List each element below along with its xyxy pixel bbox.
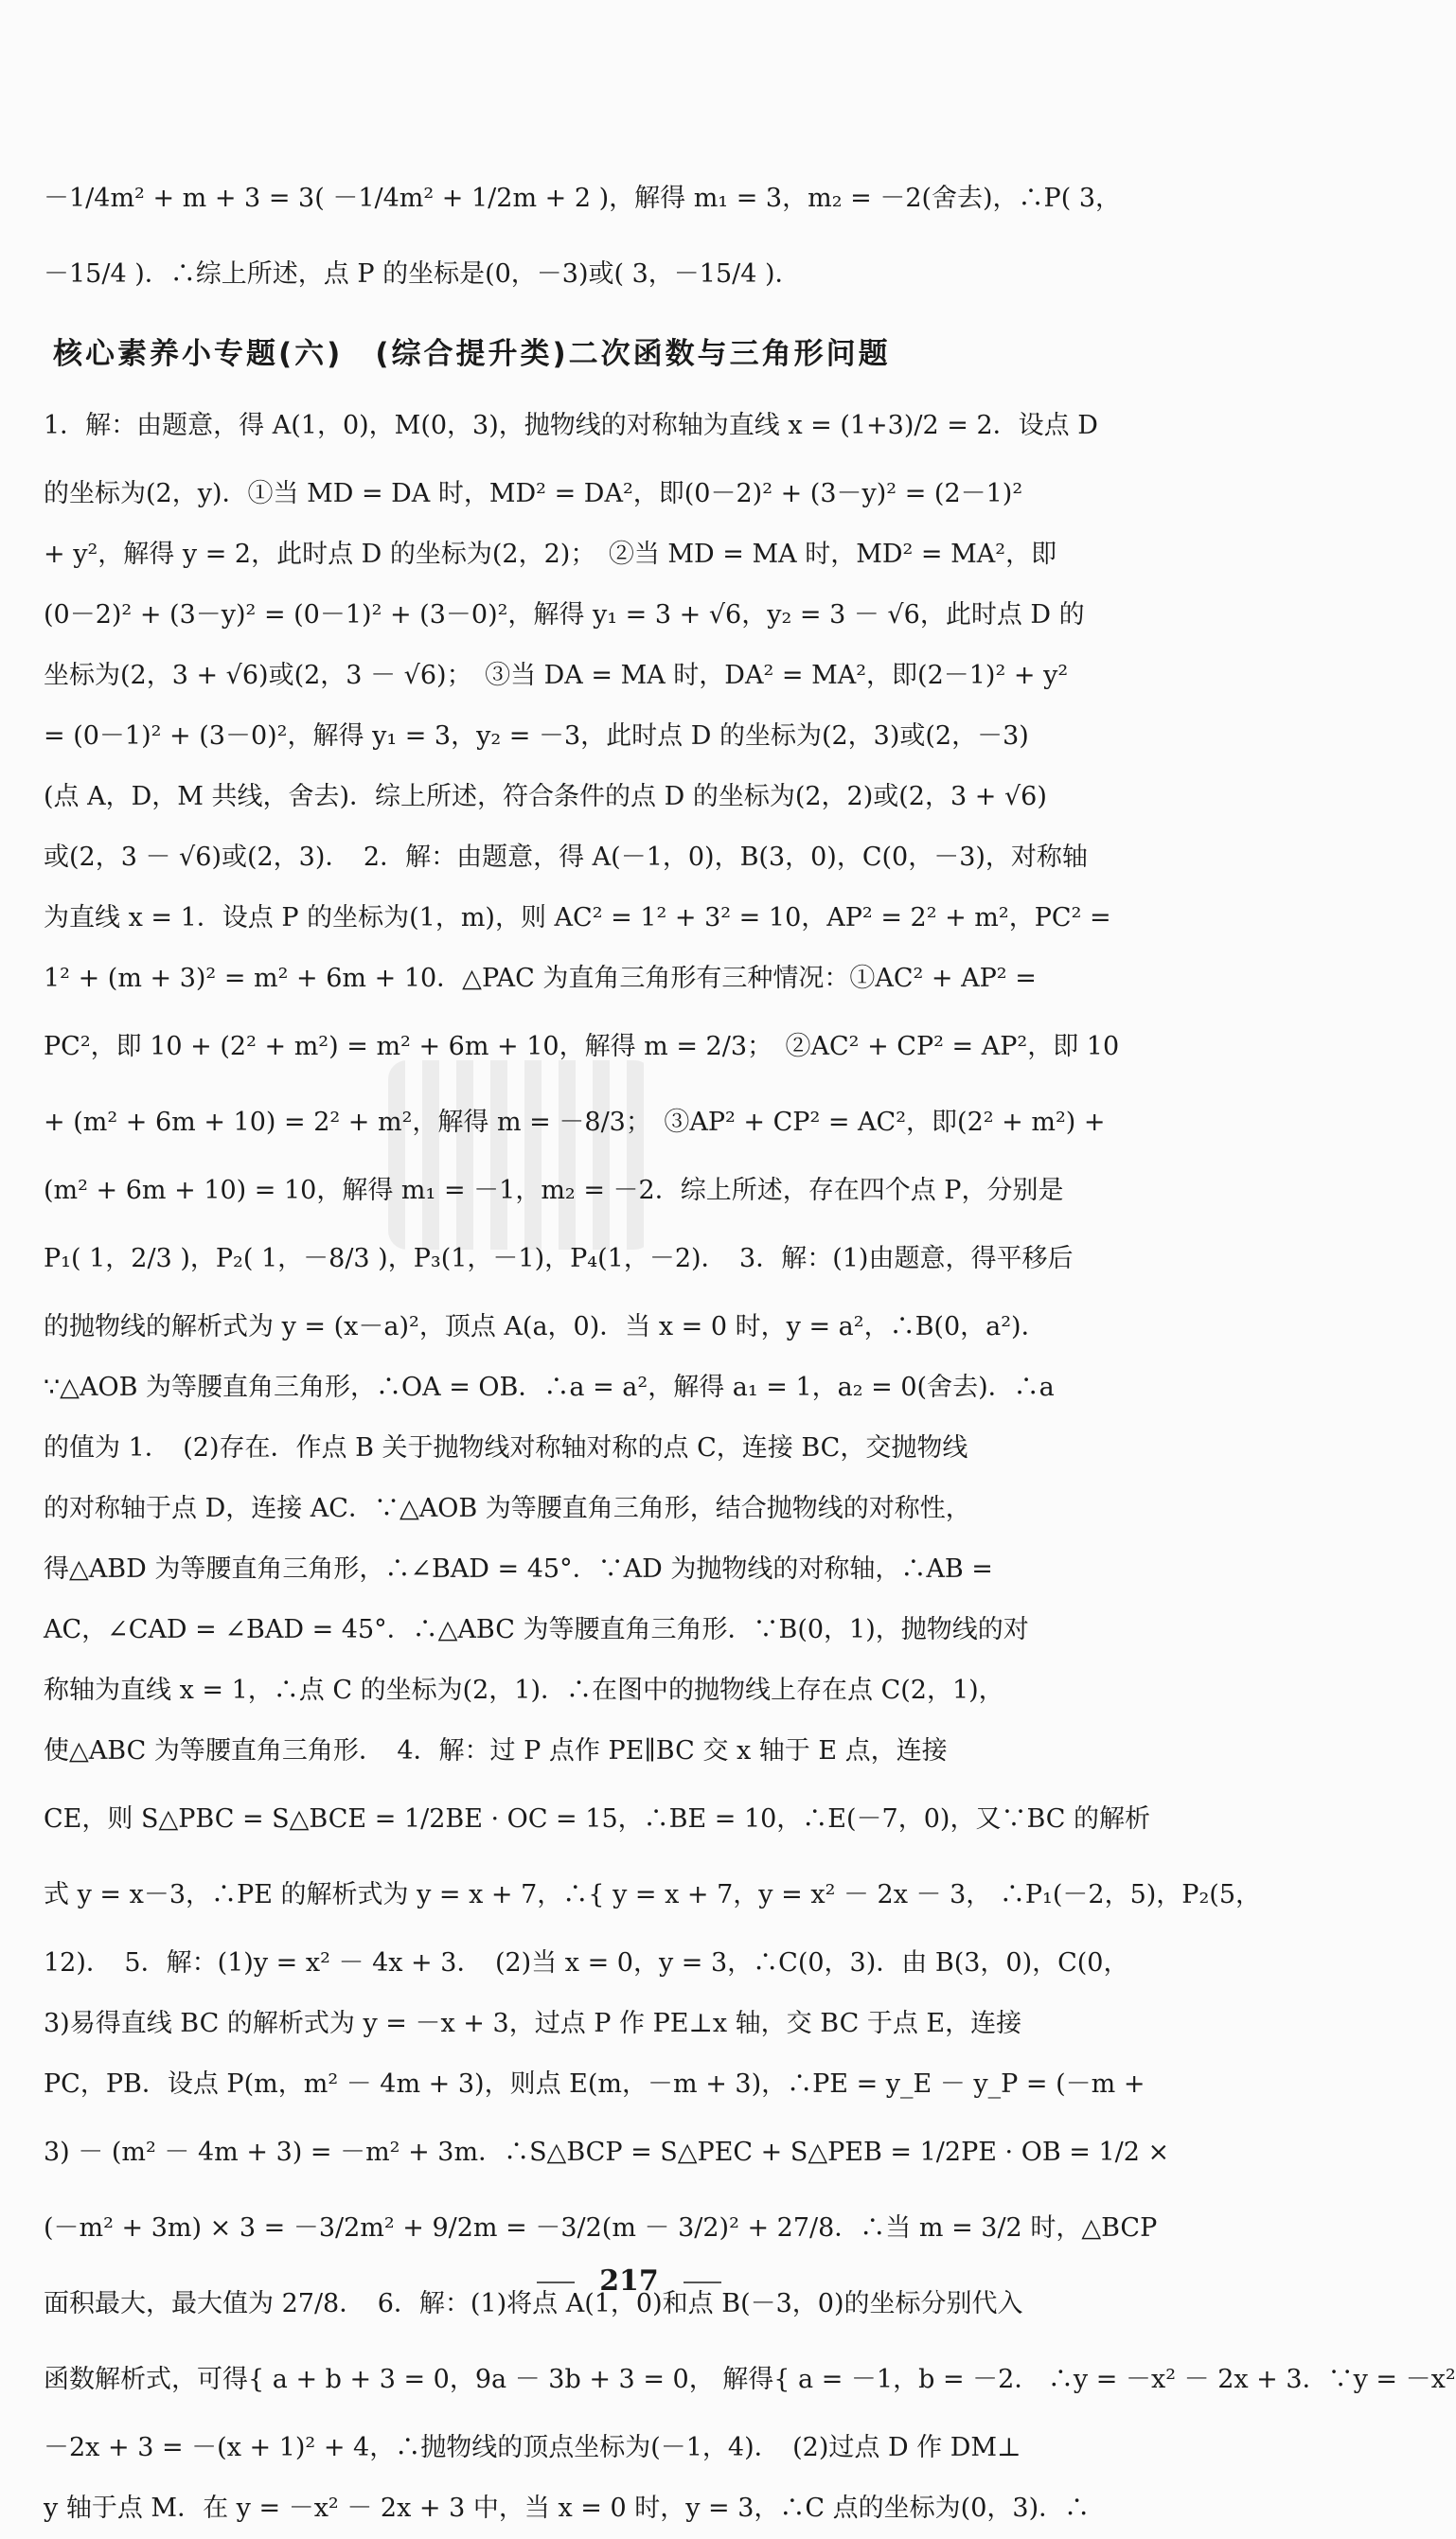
text-line: 3) － (m² － 4m + 3) = －m² + 3m．∴S△BCP = S△PEC + S△PEB = 1/2PE · OB = 1/2 × (44, 2138, 1170, 2167)
text-line: 为直线 x = 1．设点 P 的坐标为(1，m)，则 AC² = 1² + 3² = 10，AP² = 2² + m²，PC² = (44, 903, 1111, 932)
text-line: (m² + 6m + 10) = 10，解得 m₁ = －1，m₂ = －2．综上所述，存在四个点 P，分别是 (44, 1176, 1064, 1205)
text-line: 或(2，3 － √6)或(2，3)． 2．解：由题意，得 A(－1，0)，B(3，0)，C(0，－3)，对称轴 (44, 843, 1088, 872)
text-line: (点 A，D，M 共线，舍去)．综上所述，符合条件的点 D 的坐标为(2，2)或(2，3 + √6) (44, 782, 1047, 811)
text-line: ∵△AOB 为等腰直角三角形，∴OA = OB．∴a = a²，解得 a₁ = 1，a₂ = 0(舍去)．∴a (44, 1373, 1055, 1402)
text-line: 坐标为(2，3 + √6)或(2，3 － √6)； ③当 DA = MA 时，DA² = MA²，即(2－1)² + y² (44, 661, 1069, 690)
text-line: (0－2)² + (3－y)² = (0－1)² + (3－0)²，解得 y₁ = 3 + √6，y₂ = 3 － √6，此时点 D 的 (44, 600, 1085, 630)
page-number (0, 2264, 1258, 2298)
text-line: 函数解析式，可得{ a + b + 3 = 0，9a － 3b + 3 = 0， 解得{ a = －1，b = －2． ∴y = －x² － 2x + 3．∵y = －x² (44, 2365, 1456, 2394)
text-line: 式 y = x－3，∴PE 的解析式为 y = x + 7，∴{ y = x + 7，y = x² － 2x － 3， ∴P₁(－2，5)，P₂(5， (44, 1880, 1262, 1909)
text-line: 1² + (m + 3)² = m² + 6m + 10．△PAC 为直角三角形有三种情况：①AC² + AP² = (44, 964, 1037, 993)
text-line: －2x + 3 = －(x + 1)² + 4，∴抛物线的顶点坐标为(－1，4)． (2)过点 D 作 DM⊥ (44, 2433, 1021, 2462)
page-number-value: 217 (599, 2264, 659, 2298)
text-line: P₁( 1，2/3 )，P₂( 1，－8/3 )，P₃(1，－1)，P₄(1，－2)． 3．解：(1)由题意，得平移后 (44, 1244, 1074, 1273)
text-line: －15/4 )．∴综上所述，点 P 的坐标是(0，－3)或( 3，－15/4 )． (44, 259, 801, 289)
text-line: AC，∠CAD = ∠BAD = 45°．∴△ABC 为等腰直角三角形．∵B(0，1)，抛物线的对 (44, 1615, 1029, 1644)
text-line: 1．解：由题意，得 A(1，0)，M(0，3)，抛物线的对称轴为直线 x = (1+3)/2 = 2．设点 D (44, 411, 1098, 440)
text-line: 3)易得直线 BC 的解析式为 y = －x + 3，过点 P 作 PE⊥x 轴，交 BC 于点 E，连接 (44, 2009, 1022, 2038)
text-line: 的抛物线的解析式为 y = (x－a)²，顶点 A(a，0)．当 x = 0 时，y = a²，∴B(0，a²)． (44, 1312, 1047, 1341)
text-line: PC²，即 10 + (2² + m²) = m² + 6m + 10，解得 m = 2/3； ②AC² + CP² = AP²，即 10 (44, 1032, 1120, 1061)
page-number-dash-right (684, 2282, 721, 2283)
text-line: CE，则 S△PBC = S△BCE = 1/2BE · OC = 15，∴BE = 10，∴E(－7，0)，又∵BC 的解析 (44, 1804, 1151, 1834)
text-line: 12)． 5．解：(1)y = x² － 4x + 3． (2)当 x = 0，y = 3，∴C(0，3)．由 B(3，0)，C(0， (44, 1948, 1129, 1978)
page-number-dash-left (537, 2282, 575, 2283)
text-line: + y²，解得 y = 2，此时点 D 的坐标为(2，2)； ②当 MD = MA 时，MD² = MA²，即 (44, 540, 1057, 569)
text-line: 的坐标为(2，y)．①当 MD = DA 时，MD² = DA²，即(0－2)² + (3－y)² = (2－1)² (44, 479, 1023, 508)
text-line: = (0－1)² + (3－0)²，解得 y₁ = 3，y₂ = －3，此时点 D 的坐标为(2，3)或(2，－3) (44, 721, 1029, 751)
text-line: y 轴于点 M．在 y = －x² － 2x + 3 中，当 x = 0 时，y = 3，∴C 点的坐标为(0，3)．∴ (44, 2494, 1091, 2523)
answer-text-block (44, 161, 1456, 2539)
text-line: 使△ABC 为等腰直角三角形． 4．解：过 P 点作 PE∥BC 交 x 轴于 E 点，连接 (44, 1736, 948, 1766)
section-title: 核心素养小专题(六) (综合提升类)二次函数与三角形问题 (53, 336, 891, 371)
text-line: (－m² + 3m) × 3 = －3/2m² + 9/2m = －3/2(m － 3/2)² + 27/8．∴当 m = 3/2 时，△BCP (44, 2213, 1158, 2243)
text-line: －1/4m² + m + 3 = 3( －1/4m² + 1/2m + 2 )，解得 m₁ = 3，m₂ = －2(舍去)，∴P( 3， (44, 184, 1122, 213)
text-line: 称轴为直线 x = 1，∴点 C 的坐标为(2，1)．∴在图中的抛物线上存在点 C(2，1)， (44, 1676, 1004, 1705)
text-line: 得△ABD 为等腰直角三角形，∴∠BAD = 45°．∵AD 为抛物线的对称轴，∴AB = (44, 1554, 993, 1584)
text-line: PC，PB．设点 P(m，m² － 4m + 3)，则点 E(m，－m + 3)，∴PE = y_E － y_P = (－m + (44, 2069, 1145, 2099)
text-line: 的对称轴于点 D，连接 AC．∵△AOB 为等腰直角三角形，结合抛物线的对称性， (44, 1494, 971, 1523)
text-line: 面积最大，最大值为 27/8． 6．解：(1)将点 A(1，0)和点 B(－3，0)的坐标分别代入 (44, 2289, 1023, 2318)
text-line: + (m² + 6m + 10) = 2² + m²，解得 m = －8/3； ③AP² + CP² = AC²，即(2² + m²) + (44, 1108, 1106, 1137)
text-line: 的值为 1． (2)存在．作点 B 关于抛物线对称轴对称的点 C，连接 BC，交抛物线 (44, 1433, 968, 1463)
